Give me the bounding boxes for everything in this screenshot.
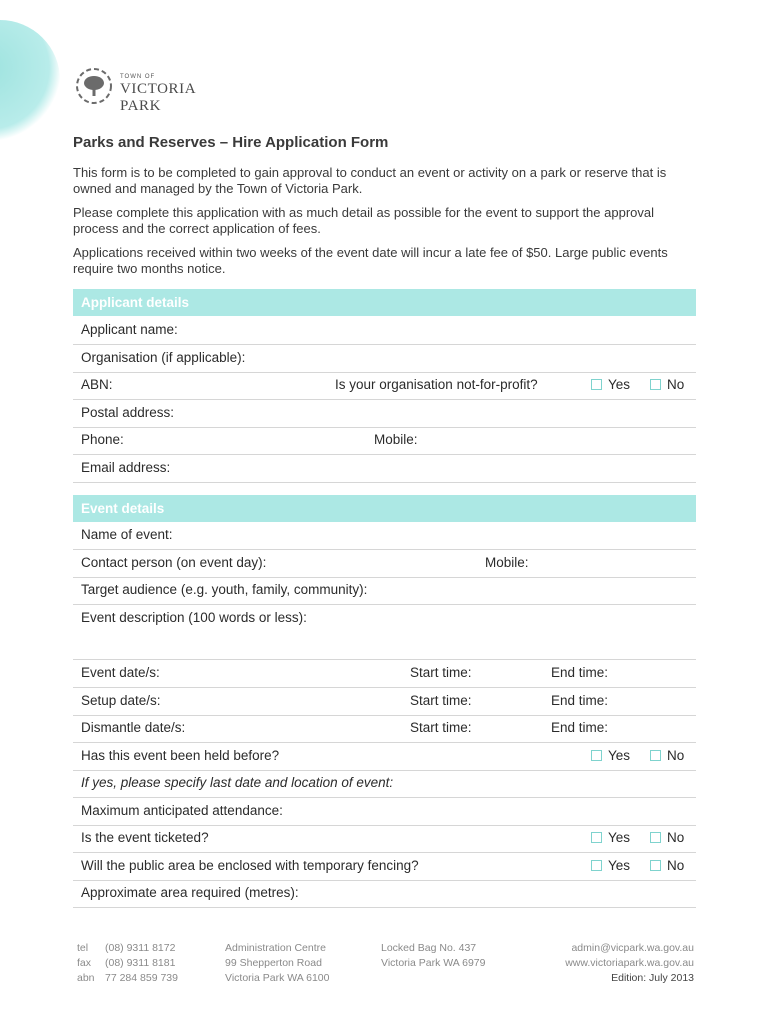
no-label: No [667, 748, 685, 763]
intro-text [73, 165, 703, 285]
edition-label: Edition: July 2013 [611, 972, 694, 984]
fencing-label: Will the public area be enclosed with temporary fencing? [81, 858, 419, 873]
postal-address-label: Postal address: [81, 405, 175, 420]
yes-label: Yes [608, 830, 631, 845]
footer-address [225, 941, 329, 986]
fax-key: fax [77, 957, 92, 969]
event-dates-label: Event date/s: [81, 665, 160, 680]
postal-line: Victoria Park WA 6979 [381, 957, 486, 969]
last-event-field[interactable] [73, 770, 696, 798]
fax-value: (08) 9311 8181 [105, 957, 176, 969]
applicant-name-label: Applicant name: [81, 322, 178, 337]
abn-row [73, 372, 696, 400]
last-event-label: If yes, please specify last date and location of event: [81, 775, 394, 790]
fencing-yes-checkbox[interactable] [591, 858, 630, 873]
no-label: No [667, 858, 685, 873]
ticketed-row [73, 825, 696, 853]
no-label: No [667, 377, 685, 392]
checkbox-icon [650, 832, 661, 843]
email-label: Email address: [81, 460, 171, 475]
dismantle-dates-label: Dismantle date/s: [81, 720, 186, 735]
logo-victoria-park: VICTORIA PARK [120, 81, 196, 114]
footer-email-link[interactable]: admin@vicpark.wa.gov.au [571, 942, 694, 954]
footer-online [565, 941, 694, 986]
abn-key: abn [77, 972, 95, 984]
tel-value: (08) 9311 8172 [105, 942, 176, 954]
organisation-label: Organisation (if applicable): [81, 350, 246, 365]
area-label: Approximate area required (metres): [81, 885, 299, 900]
yes-label: Yes [608, 748, 631, 763]
applicant-name-field[interactable] [73, 317, 696, 345]
applicant-details-heading: Applicant details [73, 289, 696, 316]
ticketed-label: Is the event ticketed? [81, 830, 209, 845]
intro-paragraph: Applications received within two weeks of the event date will incur a late fee of $50. Large public events require two months notice. [73, 245, 668, 276]
target-audience-field[interactable] [73, 577, 696, 605]
address-line: Victoria Park WA 6100 [225, 972, 330, 984]
logo-town-of: TOWN OF [120, 74, 156, 80]
yes-label: Yes [608, 858, 631, 873]
target-audience-label: Target audience (e.g. youth, family, community): [81, 582, 368, 597]
setup-dates-row[interactable] [73, 688, 696, 716]
intro-paragraph: This form is to be completed to gain approval to conduct an event or activity on a park or reserve that is owned and managed by the Town of Victoria Park. [73, 165, 667, 196]
attendance-field[interactable] [73, 798, 696, 826]
start-time-label: Start time: [410, 720, 472, 735]
mobile-label: Mobile: [374, 432, 418, 447]
start-time-label: Start time: [410, 693, 472, 708]
checkbox-icon [591, 750, 602, 761]
ticketed-yes-checkbox[interactable] [591, 830, 630, 845]
start-time-label: Start time: [410, 665, 472, 680]
town-logo [74, 66, 234, 114]
fencing-no-checkbox[interactable] [650, 858, 684, 873]
no-label: No [667, 830, 685, 845]
checkbox-icon [650, 860, 661, 871]
event-dates-row[interactable] [73, 660, 696, 688]
nfp-yes-checkbox[interactable] [591, 377, 630, 392]
attendance-label: Maximum anticipated attendance: [81, 803, 283, 818]
form-title: Parks and Reserves – Hire Application Form [73, 134, 389, 151]
contact-mobile-label: Mobile: [485, 555, 529, 570]
nfp-no-checkbox[interactable] [650, 377, 684, 392]
setup-dates-label: Setup date/s: [81, 693, 161, 708]
organisation-field[interactable] [73, 345, 696, 373]
checkbox-icon [650, 379, 661, 390]
end-time-label: End time: [551, 720, 609, 735]
checkbox-icon [650, 750, 661, 761]
fencing-row [73, 853, 696, 881]
postal-address-field[interactable] [73, 400, 696, 428]
email-field[interactable] [73, 455, 696, 483]
phone-label: Phone: [81, 432, 124, 447]
address-line: 99 Shepperton Road [225, 957, 322, 969]
footer-contact [77, 941, 178, 986]
phone-row[interactable] [73, 427, 696, 455]
yes-label: Yes [608, 377, 631, 392]
held-before-yes-checkbox[interactable] [591, 748, 630, 763]
event-description-field[interactable] [73, 605, 696, 660]
end-time-label: End time: [551, 693, 609, 708]
event-description-label: Event description (100 words or less): [81, 610, 307, 625]
contact-person-label: Contact person (on event day): [81, 555, 267, 570]
decorative-blob [0, 20, 60, 140]
checkbox-icon [591, 832, 602, 843]
event-details-heading: Event details [73, 495, 696, 522]
nfp-question: Is your organisation not-for-profit? [335, 377, 538, 392]
checkbox-icon [591, 379, 602, 390]
footer-web-link[interactable]: www.victoriapark.wa.gov.au [565, 957, 694, 969]
checkbox-icon [591, 860, 602, 871]
tel-key: tel [77, 942, 89, 954]
dismantle-dates-row[interactable] [73, 715, 696, 743]
held-before-no-checkbox[interactable] [650, 748, 684, 763]
end-time-label: End time: [551, 665, 609, 680]
event-name-field[interactable] [73, 522, 696, 550]
ticketed-no-checkbox[interactable] [650, 830, 684, 845]
postal-line: Locked Bag No. 437 [381, 942, 477, 954]
contact-person-row[interactable] [73, 550, 696, 578]
abn-value: 77 284 859 739 [105, 972, 178, 984]
intro-paragraph: Please complete this application with as much detail as possible for the event to support the approval process and the correct application of fees. [73, 205, 655, 236]
abn-label: ABN: [81, 377, 113, 392]
address-line: Administration Centre [225, 942, 326, 954]
held-before-label: Has this event been held before? [81, 748, 280, 763]
area-field[interactable] [73, 880, 696, 908]
event-name-label: Name of event: [81, 527, 173, 542]
held-before-row [73, 743, 696, 771]
footer-postal [381, 941, 485, 971]
tree-logo-icon [74, 66, 114, 106]
